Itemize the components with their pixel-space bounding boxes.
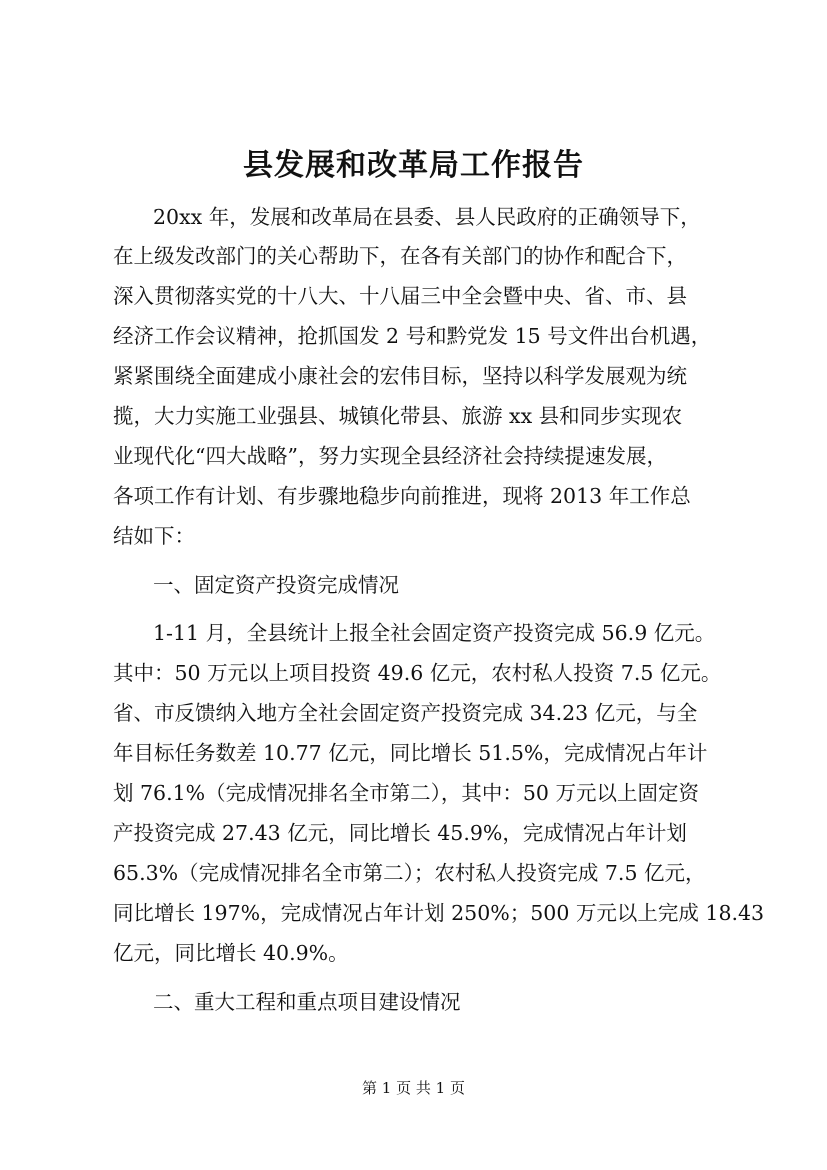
paragraph-line: 经济工作会议精神，抢抓国发 2 号和黔党发 15 号文件出台机遇，	[113, 324, 712, 348]
section-heading: 一、固定资产投资完成情况	[153, 573, 399, 597]
paragraph-line: 亿元，同比增长 40.9%。	[113, 941, 349, 965]
paragraph-line: 同比增长 197%，完成情况占年计划 250%；500 万元以上完成 18.43	[113, 901, 765, 925]
paragraph-line: 紧紧围绕全面建成小康社会的宏伟目标，坚持以科学发展观为统	[113, 364, 687, 388]
paragraph-line: 省、市反馈纳入地方全社会固定资产投资完成 34.23 亿元，与全	[113, 701, 698, 725]
paragraph-line: 各项工作有计划、有步骤地稳步向前推进，现将 2013 年工作总	[113, 484, 691, 508]
paragraph-line: 产投资完成 27.43 亿元，同比增长 45.9%，完成情况占年计划	[113, 821, 687, 845]
paragraph-line: 20xx 年，发展和改革局在县委、县人民政府的正确领导下，	[153, 205, 701, 229]
paragraph-line: 揽，大力实施工业强县、城镇化带县、旅游 xx 县和同步实现农	[113, 404, 683, 428]
page-footer: 第 1 页 共 1 页	[362, 1079, 465, 1097]
paragraph-line: 年目标任务数差 10.77 亿元，同比增长 51.5%，完成情况占年计	[113, 741, 708, 765]
paragraph-line: 65.3%（完成情况排名全市第二）；农村私人投资完成 7.5 亿元，	[113, 861, 706, 885]
paragraph-line: 业现代化“四大战略”，努力实现全县经济社会持续提速发展，	[113, 444, 667, 468]
paragraph-line: 深入贯彻落实党的十八大、十八届三中全会暨中央、省、市、县	[113, 284, 687, 308]
document-title: 县发展和改革局工作报告	[243, 148, 584, 183]
paragraph-line: 划 76.1%（完成情况排名全市第二），其中：50 万元以上固定资	[113, 781, 699, 805]
paragraph-line: 其中：50 万元以上项目投资 49.6 亿元，农村私人投资 7.5 亿元。	[113, 661, 722, 685]
paragraph-line: 1-11 月，全县统计上报全社会固定资产投资完成 56.9 亿元。	[153, 621, 716, 645]
section-heading: 二、重大工程和重点项目建设情况	[153, 990, 461, 1014]
paragraph-line: 结如下：	[113, 524, 195, 548]
paragraph-line: 在上级发改部门的关心帮助下，在各有关部门的协作和配合下，	[113, 244, 687, 268]
